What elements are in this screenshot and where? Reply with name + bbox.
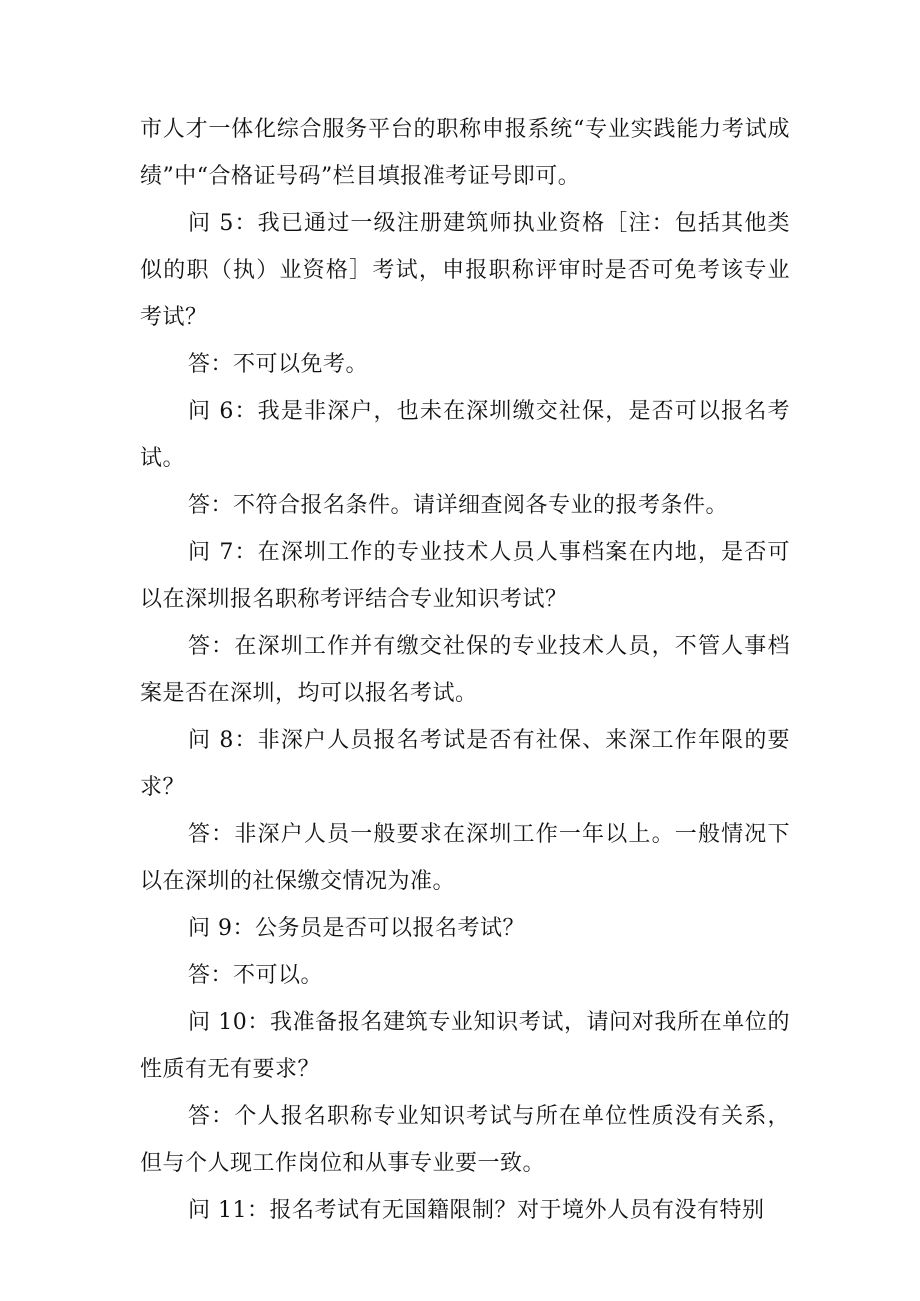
answer-8: 答：非深户人员一般要求在深圳工作一年以上。一般情况下以在深圳的社保缴交情况为准。 (140, 822, 790, 894)
document-body (140, 106, 790, 1234)
question-5: 问 5：我已通过一级注册建筑师执业资格［注：包括其他类似的职（执）业资格］考试，申报职称评审时是否可免考该专业考试？ (140, 211, 790, 330)
paragraph: 市人才一体化综合服务平台的职称申报系统“专业实践能力考试成绩”中“合格证号码”栏目填报准考证号即可。 (140, 117, 790, 189)
question-9: 问 9：公务员是否可以报名考试？ (188, 916, 525, 941)
answer-7: 答：在深圳工作并有缴交社保的专业技术人员，不管人事档案是否在深圳，均可以报名考试。 (140, 634, 790, 706)
answer-10: 答：个人报名职称专业知识考试与所在单位性质没有关系，但与个人现工作岗位和从事专业要一致。 (140, 1104, 790, 1176)
question-7: 问 7：在深圳工作的专业技术人员人事档案在内地，是否可以在深圳报名职称考评结合专业知识考试？ (140, 540, 790, 612)
answer-5: 答：不可以免考。 (188, 352, 369, 377)
answer-6: 答：不符合报名条件。请详细查阅各专业的报考条件。 (188, 493, 729, 518)
question-11: 问 11：报名考试有无国籍限制？对于境外人员有没有特别 (188, 1198, 765, 1223)
answer-9: 答：不可以。 (188, 963, 324, 988)
question-8: 问 8：非深户人员报名考试是否有社保、来深工作年限的要求？ (140, 728, 790, 800)
question-6: 问 6：我是非深户，也未在深圳缴交社保，是否可以报名考试。 (140, 399, 790, 471)
question-10: 问 10：我准备报名建筑专业知识考试，请问对我所在单位的性质有无有要求？ (140, 1010, 790, 1082)
